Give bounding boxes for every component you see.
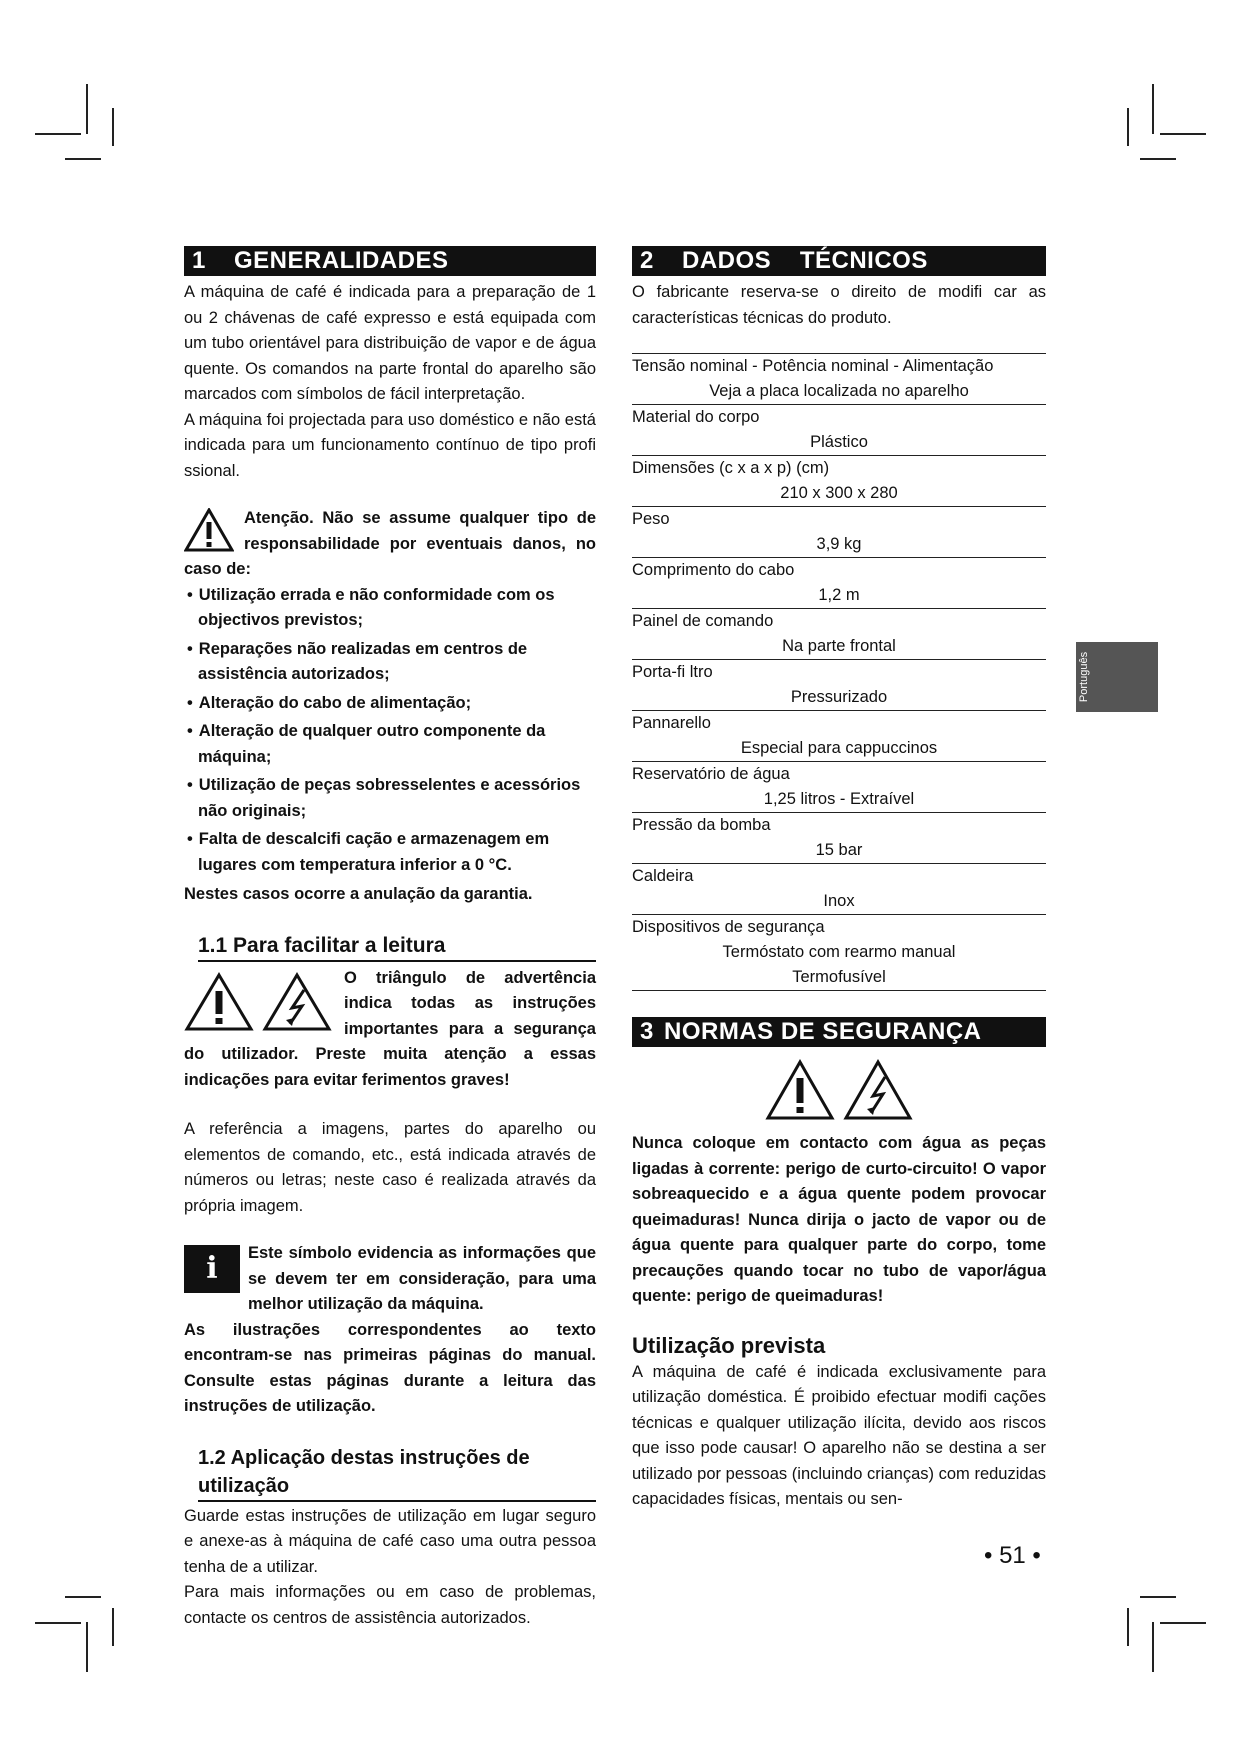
- spec-label: Pressão da bomba: [632, 816, 771, 834]
- warning-explanation: O triângulo de advertência indica todas as instruções importantes para a segurança do utilizador. Preste muita atenção a essas indicações para evitar ferimentos graves!: [184, 968, 596, 1089]
- spec-value: Inox: [823, 892, 855, 910]
- table-row: [632, 507, 1046, 558]
- spec-value: 210 x 300 x 280: [780, 484, 898, 502]
- section-title: DADOS TÉCNICOS: [682, 247, 928, 274]
- safety-warning: Nunca coloque em contacto com água as peças ligadas à corrente: perigo de curto-circuito! O vapor sobreaquecido e a água quente podem provocar queimaduras! Nunca dirija o jacto de vapor ou de água quente para qualquer parte do corpo, tome precauções quando tocar no tubo de vapor/água quente: perigo de queimaduras!: [632, 1134, 1046, 1305]
- spec-table: [632, 353, 1046, 991]
- crop-mark: [1152, 1622, 1154, 1672]
- safety-icons: [632, 1059, 1046, 1121]
- spec-label: Reservatório de água: [632, 765, 790, 783]
- spec-label: Porta-fi ltro: [632, 663, 713, 681]
- warning-intro: Atenção. Não se assume qualquer tipo de responsabilidade por eventuais danos, no caso de:: [184, 509, 596, 578]
- spec-label: Caldeira: [632, 867, 694, 885]
- right-column: [632, 246, 1046, 1513]
- table-row: [632, 354, 1046, 405]
- paragraph: Guarde estas instruções de utilização em lugar seguro e anexe-as à máquina de café caso uma outra pessoa tenha de a utilizar.: [184, 1506, 596, 1576]
- list-item: • Utilização de peças sobresselentes e acessórios não originais;: [184, 773, 596, 824]
- spec-value: Na parte frontal: [782, 637, 896, 655]
- spec-label: Dimensões (c x a x p) (cm): [632, 459, 830, 477]
- spec-label: Peso: [632, 510, 670, 528]
- crop-mark: [1160, 133, 1206, 135]
- language-tab: [1076, 642, 1158, 712]
- subsection-1-1-heading: 1.1 Para facilitar a leitura: [198, 932, 596, 962]
- crop-mark: [1127, 108, 1129, 146]
- crop-mark: [86, 84, 88, 134]
- crop-mark: [112, 1608, 114, 1646]
- crop-mark: [1160, 1622, 1206, 1624]
- table-row: [632, 813, 1046, 864]
- section-3-heading: [632, 1017, 1046, 1047]
- list-item: • Alteração de qualquer outro componente da máquina;: [184, 719, 596, 770]
- crop-mark: [1140, 1596, 1176, 1598]
- spec-value: Veja a placa localizada no aparelho: [709, 382, 969, 400]
- spec-value: 3,9 kg: [816, 535, 862, 553]
- left-column: [184, 246, 596, 1631]
- subsection-1-2-heading: 1.2 Aplicação destas instruções de utilização: [198, 1444, 596, 1502]
- spec-value: Pressurizado: [790, 688, 888, 706]
- crop-mark: [1127, 1608, 1129, 1646]
- spec-label: Pannarello: [632, 714, 711, 732]
- table-row: [632, 456, 1046, 507]
- electric-hazard-icon: [262, 972, 332, 1032]
- info-text-continued: As ilustrações correspondentes ao texto encontram-se nas primeiras páginas do manual. Consulte estas páginas durante a leitura das instruções de utilização.: [184, 1320, 596, 1415]
- spec-label: Dispositivos de segurança: [632, 918, 825, 936]
- warning-triangle-icon: [765, 1059, 835, 1121]
- warning-outro: Nestes casos ocorre a anulação da garantia.: [184, 885, 533, 903]
- table-row: [632, 558, 1046, 609]
- crop-mark: [86, 1622, 88, 1672]
- table-row: [632, 762, 1046, 813]
- spec-value: 15 bar: [815, 841, 863, 859]
- section-1-heading: [184, 246, 596, 276]
- section-number: 1: [192, 247, 206, 274]
- paragraph: A referência a imagens, partes do aparelho ou elementos de comando, etc., está indicada através de números ou letras; neste caso é realizada através da própria imagem.: [184, 1120, 596, 1215]
- crop-mark: [65, 158, 101, 160]
- paragraph: A máquina foi projectada para uso doméstico e não está indicada para um funcionamento contínuo de tipo profi ssional.: [184, 410, 596, 480]
- spec-value: 1,25 litros - Extraível: [763, 790, 915, 808]
- crop-mark: [1140, 158, 1176, 160]
- intended-use-heading: Utilização prevista: [632, 1332, 826, 1358]
- paragraph: O fabricante reserva-se o direito de modifi car as características técnicas do produto.: [632, 283, 1046, 327]
- warning-triangle-icon: [184, 508, 234, 552]
- list-item: • Falta de descalcifi cação e armazenagem em lugares com temperatura inferior a 0 °C.: [184, 827, 596, 878]
- paragraph: A máquina de café é indicada para a preparação de 1 ou 2 chávenas de café expresso e está equipada com um tubo orientável para distribuição de vapor e de água quente. Os comandos na parte frontal do aparelho são marcados com símbolos de fácil interpretação.: [184, 283, 596, 403]
- spec-label: Tensão nominal - Potência nominal - Alimentação: [632, 357, 994, 375]
- table-row: [632, 711, 1046, 762]
- section-2-heading: [632, 246, 1046, 276]
- table-row: [632, 915, 1046, 991]
- spec-value: Especial para cappuccinos: [740, 739, 938, 757]
- table-row: [632, 864, 1046, 915]
- warning-block: [184, 506, 596, 583]
- info-icon: i: [184, 1245, 240, 1293]
- table-row: [632, 609, 1046, 660]
- section-title: NORMAS DE SEGURANÇA: [664, 1018, 982, 1045]
- crop-mark: [65, 1596, 101, 1598]
- list-item: • Alteração do cabo de alimentação;: [184, 691, 596, 717]
- spec-label: Painel de comando: [632, 612, 774, 630]
- paragraph: Para mais informações ou em caso de problemas, contacte os centros de assistência autorizados.: [184, 1583, 596, 1627]
- crop-mark: [35, 133, 81, 135]
- crop-mark: [112, 108, 114, 146]
- crop-mark: [1152, 84, 1154, 134]
- info-text: Este símbolo evidencia as informações que se devem ter em consideração, para uma melhor utilização da máquina.: [248, 1244, 596, 1313]
- page-number: • 51 •: [984, 1542, 1041, 1569]
- warning-triangle-icon: [184, 972, 254, 1032]
- safety-icons-block: [184, 966, 596, 1094]
- paragraph: A máquina de café é indicada exclusivamente para utilização doméstica. É proibido efectuar modifi cações técnicas e qualquer utilização ilícita, devido aos riscos que isso pode causar! O aparelho não se destina a ser utilizado por pessoas (incluindo crianças) com reduzidas capacidades físicas, mentais ou sen-: [632, 1362, 1046, 1508]
- electric-hazard-icon: [843, 1059, 913, 1121]
- list-item: • Utilização errada e não conformidade com os objectivos previstos;: [184, 583, 596, 634]
- crop-mark: [35, 1622, 81, 1624]
- list-item: • Reparações não realizadas em centros de assistência autorizados;: [184, 637, 596, 688]
- spec-label: Comprimento do cabo: [632, 561, 795, 579]
- table-row: [632, 660, 1046, 711]
- language-label: Português: [1078, 651, 1090, 703]
- spec-value: Termóstato com rearmo manual: [722, 943, 956, 961]
- spec-value: 1,2 m: [818, 586, 860, 604]
- spec-label: Material do corpo: [632, 408, 760, 426]
- section-number: 2: [640, 247, 654, 274]
- section-number: 3: [640, 1018, 654, 1045]
- table-row: [632, 405, 1046, 456]
- spec-value: Plástico: [810, 433, 868, 451]
- warning-list: [184, 583, 596, 879]
- info-block: [184, 1241, 596, 1318]
- section-title: GENERALIDADES: [234, 247, 449, 274]
- spec-value: Termofusível: [792, 968, 886, 986]
